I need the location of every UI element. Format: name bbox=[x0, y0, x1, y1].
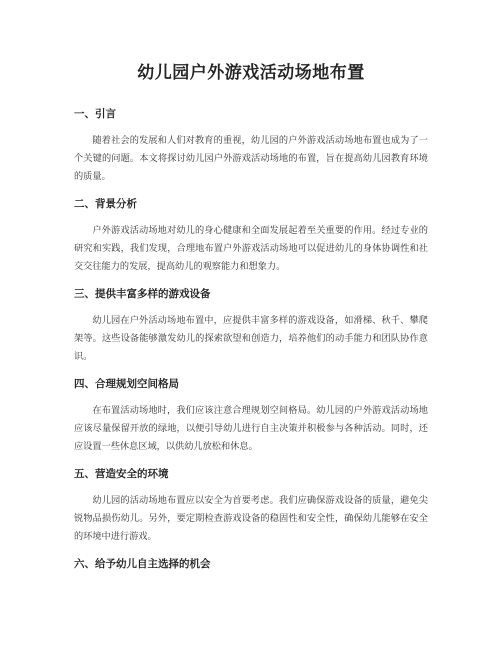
section-paragraph: 随着社会的发展和人们对教育的重视，幼儿园的户外游戏活动场地布置也成为了一个关键的问题。本文将探讨幼儿园户外游戏活动场地的布置，旨在提高幼儿园教育环境的质量。 bbox=[74, 135, 428, 182]
section-equipment bbox=[74, 287, 428, 366]
section-heading: 四、合理规划空间格局 bbox=[74, 378, 179, 390]
section-space-planning bbox=[74, 377, 428, 456]
section-heading: 六、给予幼儿自主选择的机会 bbox=[74, 558, 211, 570]
section-autonomy bbox=[74, 557, 428, 571]
document-title: 幼儿园户外游戏活动场地布置 bbox=[137, 63, 365, 83]
section-paragraph: 幼儿园在户外活动场地布置中，应提供丰富多样的游戏设备，如滑梯、秋千、攀爬架等。这些设备能够激发幼儿的探索欲望和创造力，培养他们的动手能力和团队协作意识。 bbox=[74, 315, 428, 362]
section-heading: 五、营造安全的环境 bbox=[74, 468, 169, 480]
section-paragraph: 在布置活动场地时，我们应该注意合理规划空间格局。幼儿园的户外游戏活动场地应该尽量保留开放的绿地，以便引导幼儿进行自主决策并积极参与各种活动。同时，还应设置一些休息区域，以供幼儿放松和休息。 bbox=[74, 405, 428, 452]
section-introduction bbox=[74, 107, 428, 186]
section-paragraph: 户外游戏活动场地对幼儿的身心健康和全面发展起着至关重要的作用。经过专业的研究和实践，我们发现，合理地布置户外游戏活动场地可以促进幼儿的身体协调性和社交交往能力的发展，提高幼儿的观察能力和想象力。 bbox=[74, 225, 428, 272]
section-heading: 二、背景分析 bbox=[74, 198, 137, 210]
section-heading: 一、引言 bbox=[74, 108, 116, 120]
section-safety bbox=[74, 467, 428, 546]
section-background bbox=[74, 197, 428, 276]
section-heading: 三、提供丰富多样的游戏设备 bbox=[74, 288, 211, 300]
section-paragraph: 幼儿园的活动场地布置应以安全为首要考虑。我们应确保游戏设备的质量，避免尖锐物品损伤幼儿。另外，要定期检查游戏设备的稳固性和安全性，确保幼儿能够在安全的环境中进行游戏。 bbox=[74, 495, 428, 542]
